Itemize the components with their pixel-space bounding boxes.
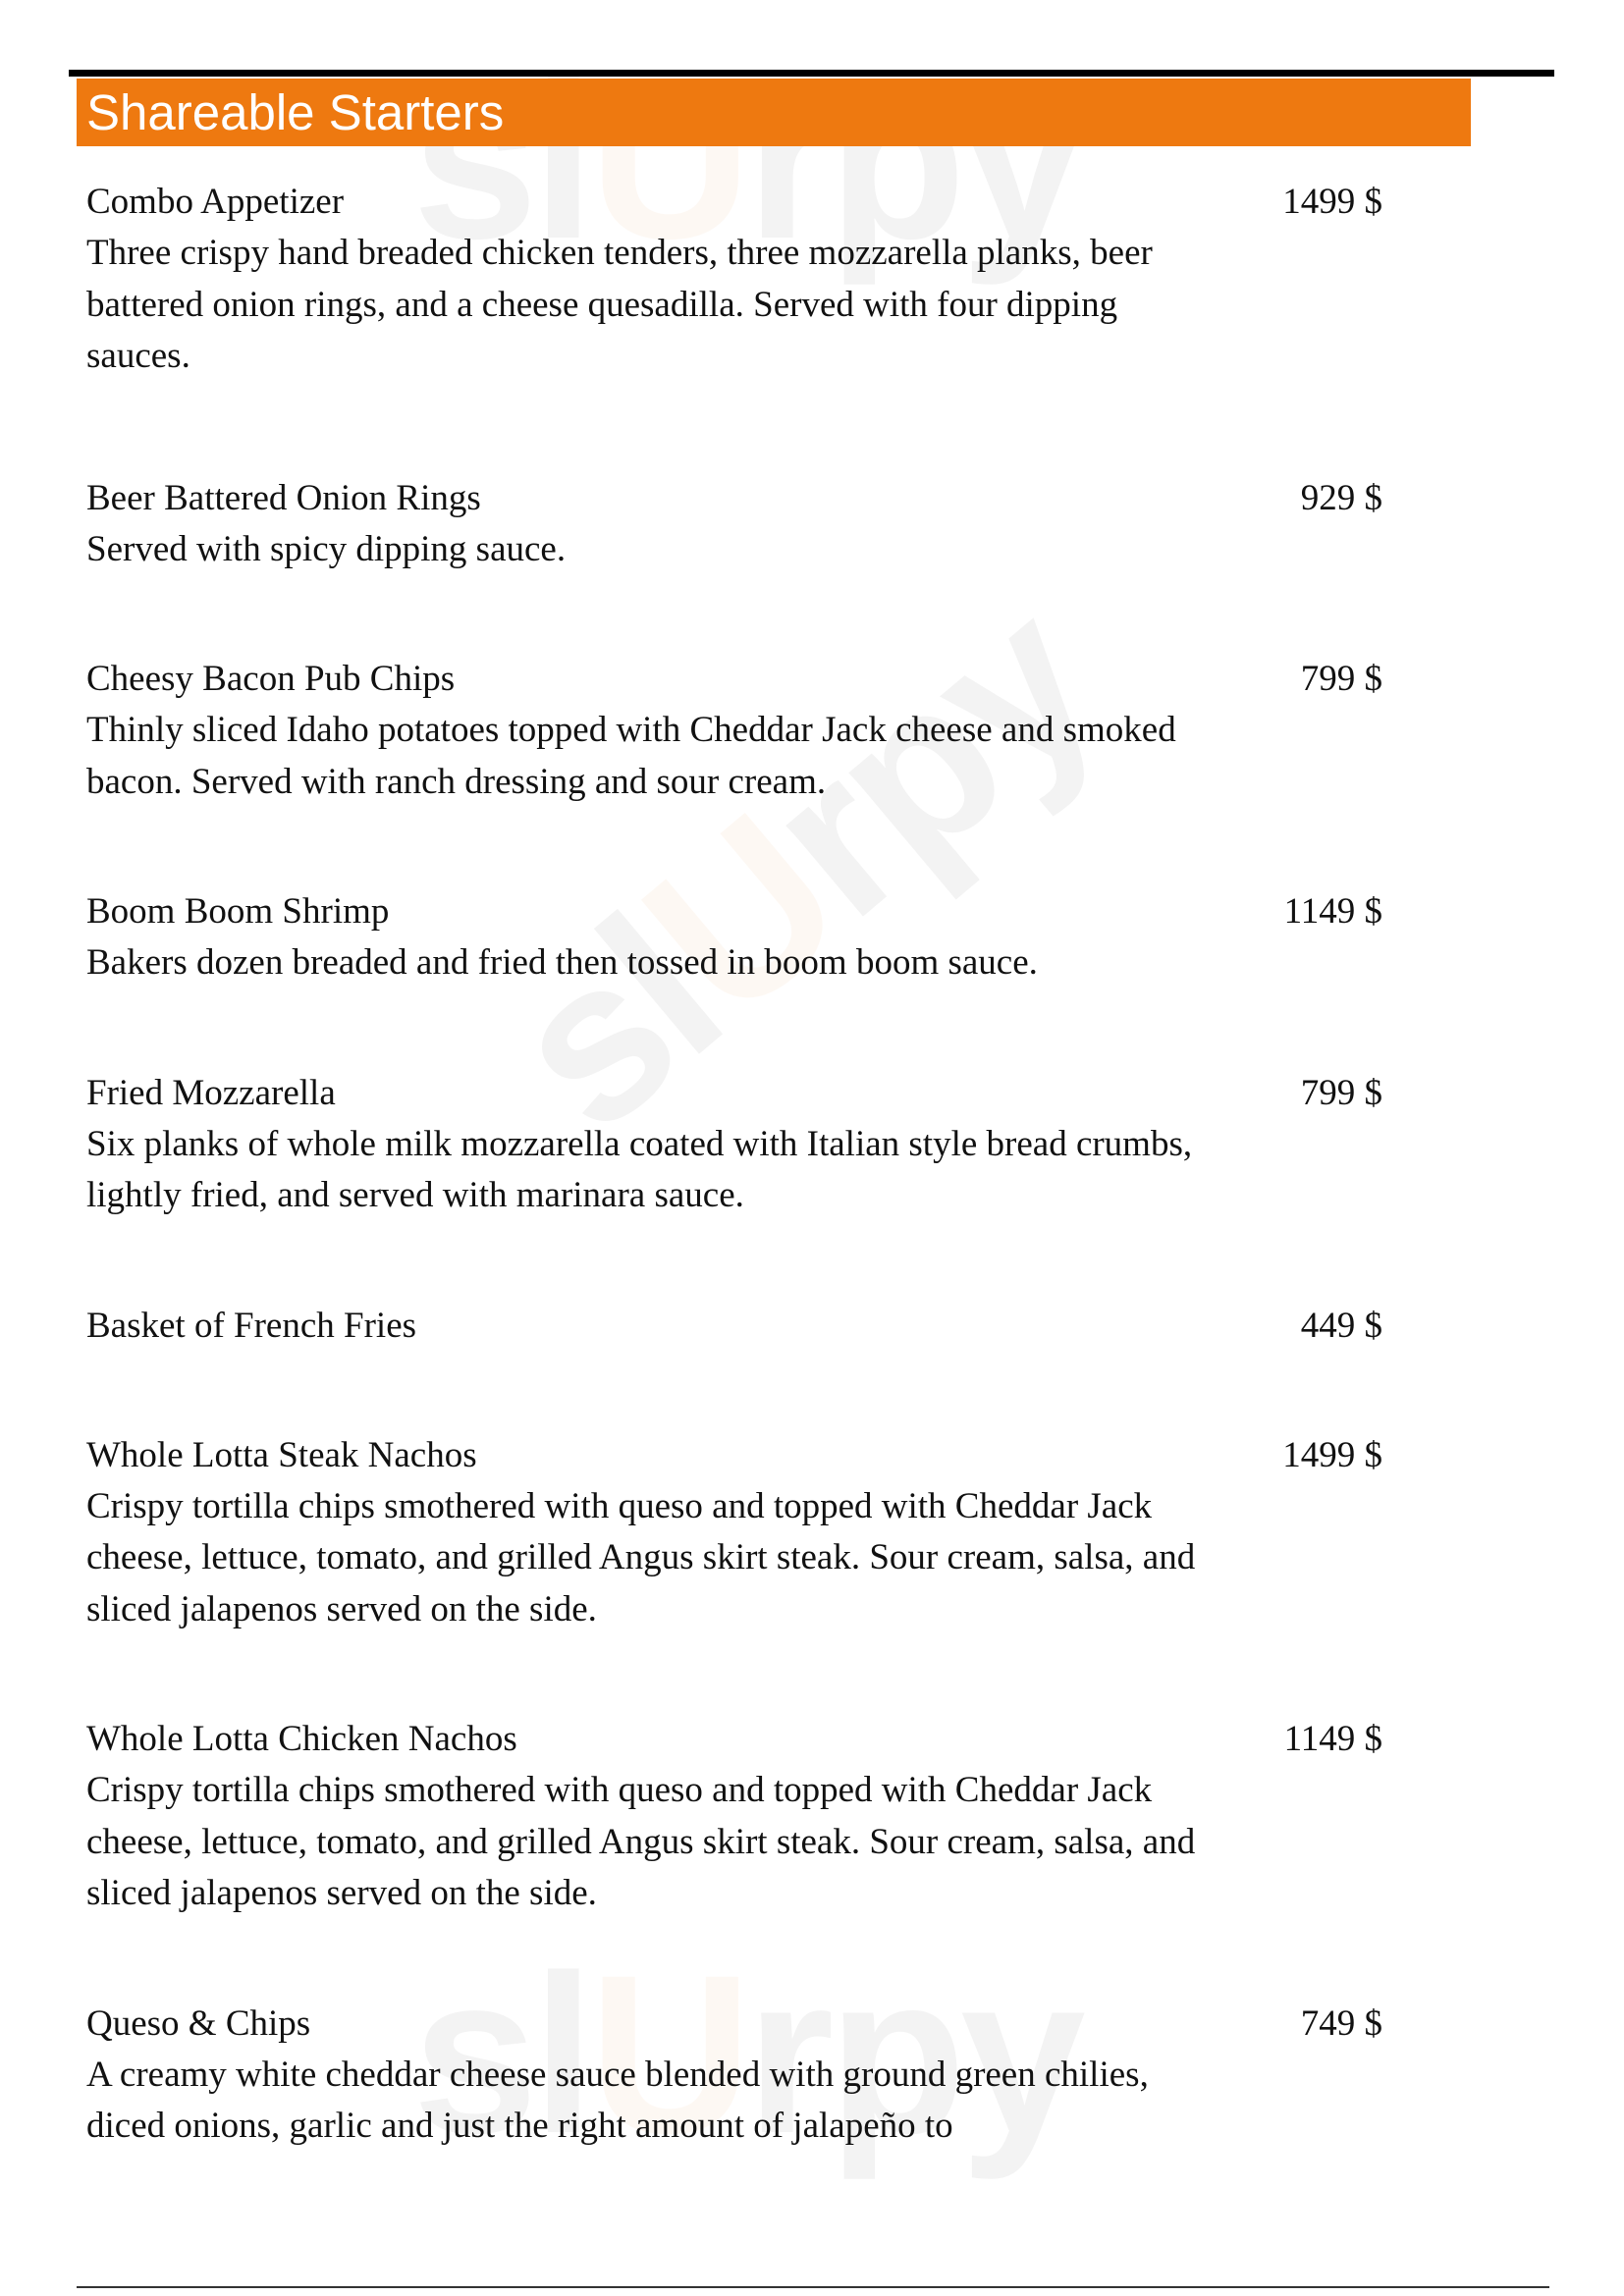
menu-item xyxy=(86,886,1392,989)
bottom-divider xyxy=(77,2286,1549,2288)
item-description: Thinly sliced Idaho potatoes topped with Cheddar Jack cheese and smoked bacon. Served with ranch dressing and sour cream. xyxy=(86,710,1176,802)
item-price: 449 $ xyxy=(1300,1305,1382,1346)
menu-item xyxy=(86,1714,1392,1920)
item-price: 1149 $ xyxy=(1283,891,1382,932)
item-price: 929 $ xyxy=(1300,477,1382,518)
item-description: Six planks of whole milk mozzarella coated with Italian style bread crumbs, lightly fried, and served with marinara sauce. xyxy=(86,1123,1193,1215)
menu-item xyxy=(86,1068,1392,1222)
menu-item xyxy=(86,1430,1392,1636)
top-divider xyxy=(69,70,1554,77)
menu-item xyxy=(86,1301,1392,1352)
item-price: 1499 $ xyxy=(1282,182,1382,222)
item-name: Boom Boom Shrimp xyxy=(86,891,390,932)
item-price: 799 $ xyxy=(1300,1072,1382,1113)
section-header: Shareable Starters xyxy=(77,79,1471,146)
menu-item xyxy=(86,1999,1392,2153)
item-name: Beer Battered Onion Rings xyxy=(86,477,481,518)
item-price: 799 $ xyxy=(1300,659,1382,699)
item-description: A creamy white cheddar cheese sauce blended with ground green chilies, diced onions, garlic and just the right amount of jalapeño to xyxy=(86,2054,1149,2146)
item-price: 1499 $ xyxy=(1282,1434,1382,1475)
item-price: 1149 $ xyxy=(1283,1719,1382,1759)
item-description: Crispy tortilla chips smothered with queso and topped with Cheddar Jack cheese, lettuce, tomato, and grilled Angus skirt steak. Sour cream, salsa, and sliced jalapenos served on the side. xyxy=(86,1770,1196,1913)
item-name: Fried Mozzarella xyxy=(86,1072,336,1113)
item-description: Crispy tortilla chips smothered with queso and topped with Cheddar Jack cheese, lettuce, tomato, and grilled Angus skirt steak. Sour cream, salsa, and sliced jalapenos served on the side. xyxy=(86,1485,1196,1629)
menu-item xyxy=(86,654,1392,808)
item-description: Bakers dozen breaded and fried then tossed in boom boom sauce. xyxy=(86,942,1038,983)
item-description: Served with spicy dipping sauce. xyxy=(86,528,567,569)
item-name: Cheesy Bacon Pub Chips xyxy=(86,659,456,699)
menu-list xyxy=(86,177,1392,2153)
item-name: Combo Appetizer xyxy=(86,182,345,222)
item-description: Three crispy hand breaded chicken tenders, three mozzarella planks, beer battered onion rings, and a cheese quesadilla. Served with four dipping sauces. xyxy=(86,233,1153,376)
item-name: Basket of French Fries xyxy=(86,1305,417,1346)
menu-item xyxy=(86,177,1392,383)
item-name: Whole Lotta Steak Nachos xyxy=(86,1434,477,1475)
item-name: Whole Lotta Chicken Nachos xyxy=(86,1719,517,1759)
item-name: Queso & Chips xyxy=(86,2002,311,2044)
item-price: 749 $ xyxy=(1300,2002,1382,2044)
menu-item xyxy=(86,473,1392,576)
